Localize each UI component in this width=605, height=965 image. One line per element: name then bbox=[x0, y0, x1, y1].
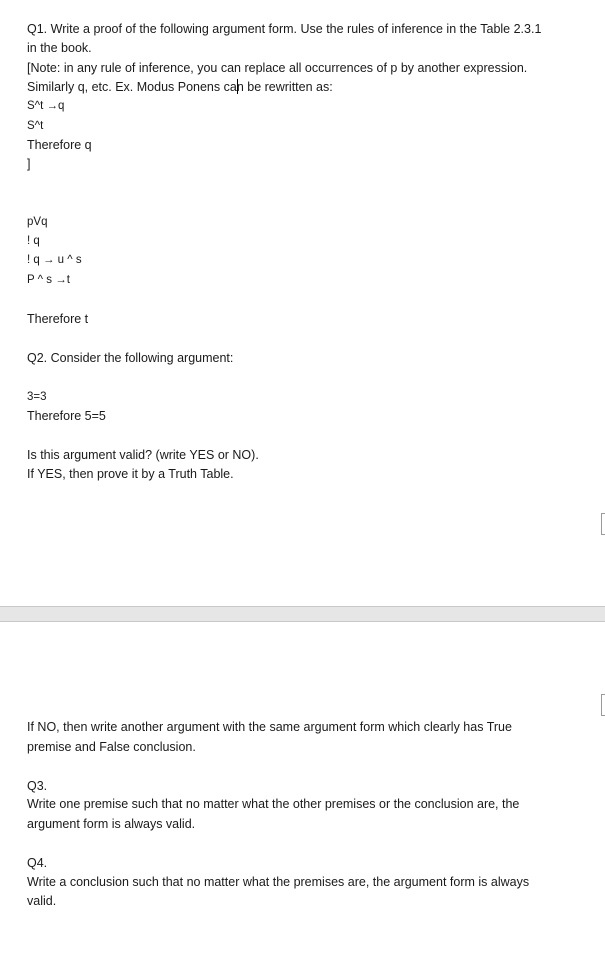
mp-example-line2: S^t bbox=[27, 120, 44, 132]
page-break bbox=[0, 606, 605, 622]
note-close-bracket: ] bbox=[27, 157, 31, 171]
q1-conclusion: Therefore t bbox=[27, 312, 89, 326]
q2-if-yes: If YES, then prove it by a Truth Table. bbox=[27, 467, 234, 481]
q1-note-line2-part-a: Similarly q, etc. Ex. Modus Ponens ca bbox=[27, 80, 237, 94]
q1-note-line2-part-b: n be rewritten as: bbox=[236, 80, 333, 94]
q2-if-no-line2: premise and False conclusion. bbox=[27, 740, 196, 754]
mp-example-line1: S^t →q bbox=[27, 100, 65, 112]
q3-heading: Q3. bbox=[27, 779, 48, 793]
q2-question: Is this argument valid? (write YES or NO). bbox=[27, 448, 259, 462]
q2-premise: 3=3 bbox=[27, 391, 47, 403]
q1-prompt-line1: Q1. Write a proof of the following argument form. Use the rules of inference in the Table 2.3.1 bbox=[27, 22, 542, 36]
document-page-2 bbox=[0, 622, 605, 965]
q3-line2: argument form is always valid. bbox=[27, 817, 196, 831]
q4-heading: Q4. bbox=[27, 856, 48, 870]
margin-marker bbox=[601, 694, 605, 716]
q2-if-no-line1: If NO, then write another argument with the same argument form which clearly has True bbox=[27, 720, 512, 734]
q2-heading: Q2. Consider the following argument: bbox=[27, 351, 234, 365]
q4-line2: valid. bbox=[27, 894, 57, 908]
q2-conclusion: Therefore 5=5 bbox=[27, 409, 106, 423]
mp-example-conclusion: Therefore q bbox=[27, 138, 92, 152]
q1-note-line1: [Note: in any rule of inference, you can replace all occurrences of p by another expression. bbox=[27, 61, 528, 75]
margin-marker bbox=[601, 513, 605, 535]
q1-premise-3: ! q → u ^ s bbox=[27, 254, 82, 266]
q4-line1: Write a conclusion such that no matter what the premises are, the argument form is always bbox=[27, 875, 530, 889]
q1-premise-1: pVq bbox=[27, 216, 48, 228]
q1-premise-2: ! q bbox=[27, 235, 40, 247]
q1-premise-4: P ^ s →t bbox=[27, 274, 70, 286]
q3-line1: Write one premise such that no matter what the other premises or the conclusion are, the bbox=[27, 797, 520, 811]
q1-note-line2 bbox=[27, 78, 333, 97]
q1-prompt-line2: in the book. bbox=[27, 41, 92, 55]
